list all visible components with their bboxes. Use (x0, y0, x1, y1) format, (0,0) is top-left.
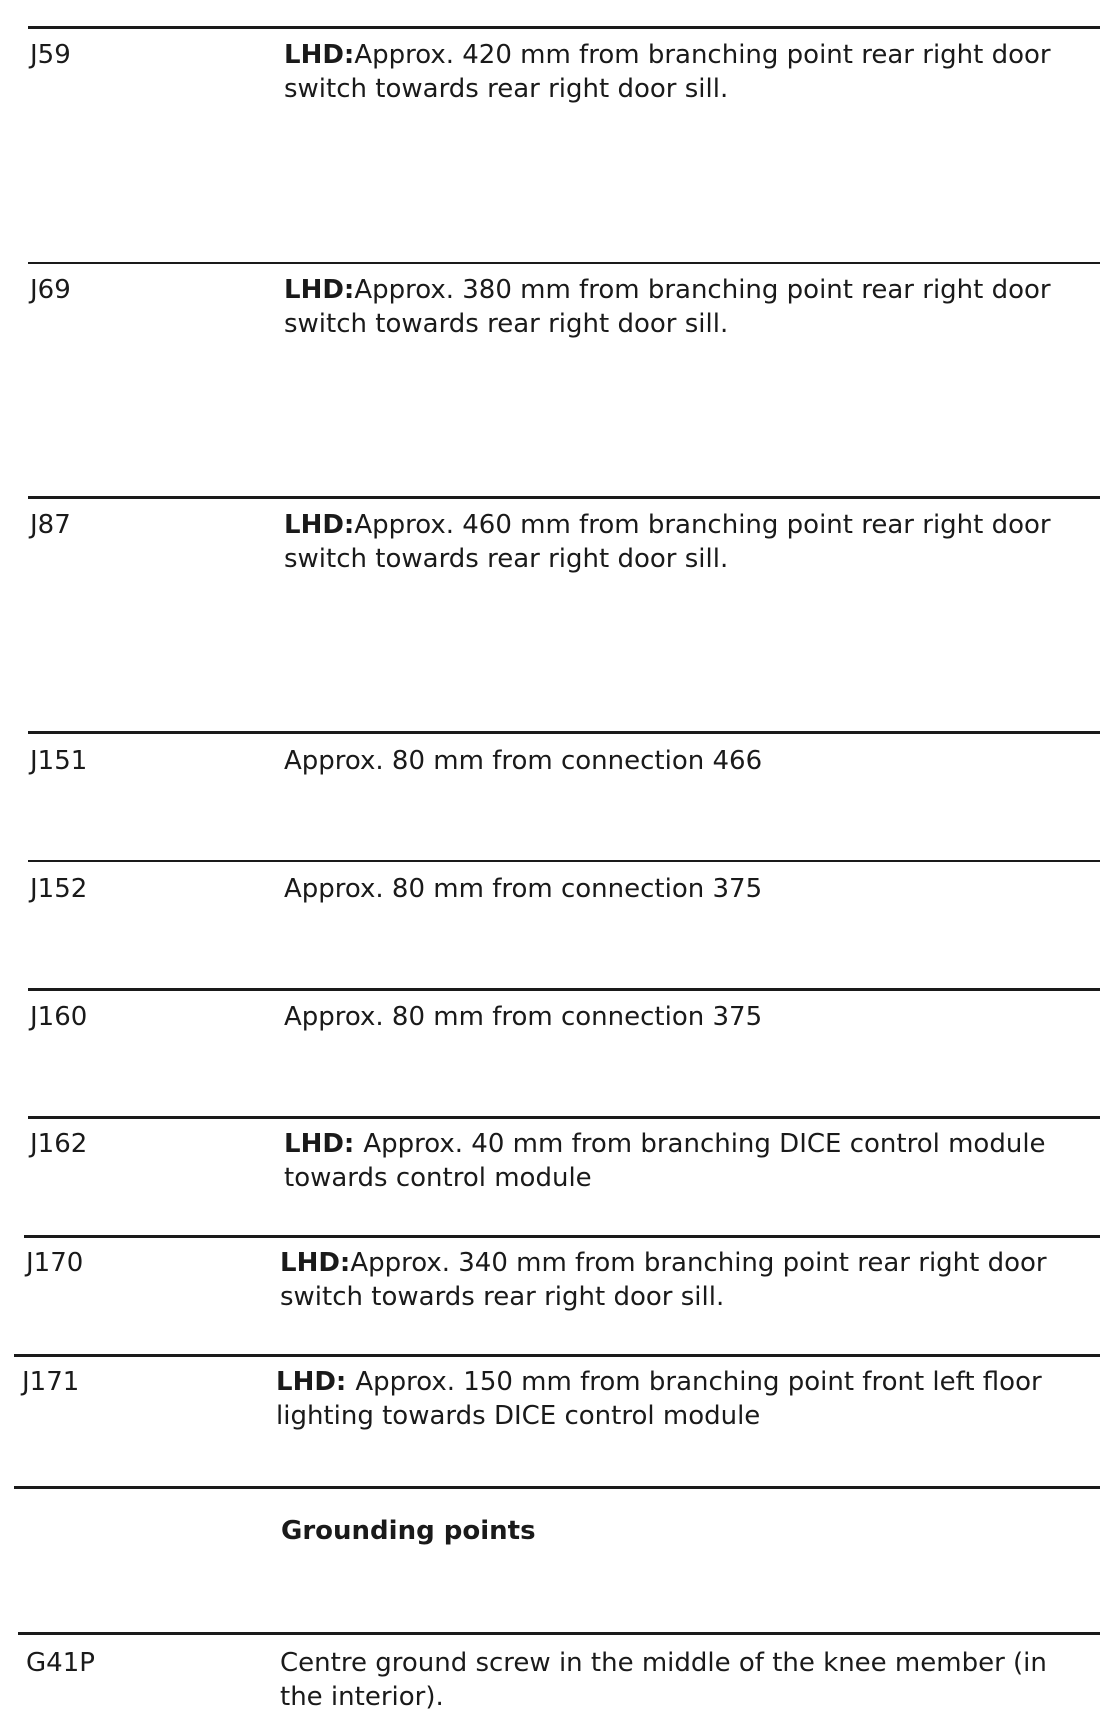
connector-code: J69 (30, 275, 71, 305)
ground-point-description: Centre ground screw in the middle of the knee member (in the interior). (280, 1648, 1047, 1712)
connector-code: J170 (26, 1248, 84, 1278)
description-text: Approx. 150 mm from branching point front left floor lighting towards DICE control module (276, 1367, 1042, 1431)
row-divider (28, 26, 1100, 29)
description-text: Approx. 80 mm from connection 375 (284, 1002, 763, 1032)
row-divider (14, 1354, 1100, 1357)
connector-code: J87 (30, 510, 71, 540)
connector-description (284, 872, 1054, 906)
row-divider (28, 860, 1100, 862)
row-divider (28, 988, 1100, 991)
connector-description (284, 1000, 1054, 1034)
description-text: Approx. 380 mm from branching point rear right door switch towards rear right door sill. (284, 275, 1051, 339)
lhd-prefix: LHD: (284, 510, 355, 540)
connector-description (280, 1246, 1050, 1314)
row-divider (18, 1632, 1100, 1635)
connector-description (284, 273, 1054, 341)
row-divider (28, 1116, 1100, 1119)
connector-description (284, 38, 1054, 106)
connector-code: J151 (30, 746, 88, 776)
description-text: Approx. 340 mm from branching point rear right door switch towards rear right door sill. (280, 1248, 1047, 1312)
description-text: Approx. 420 mm from branching point rear right door switch towards rear right door sill. (284, 40, 1051, 104)
section-heading: Grounding points (281, 1516, 536, 1546)
connector-code: J152 (30, 874, 88, 904)
lhd-prefix: LHD: (284, 275, 355, 305)
connector-code: J160 (30, 1002, 88, 1032)
row-divider (24, 1235, 1100, 1238)
row-divider (14, 1486, 1100, 1489)
connector-description (284, 1127, 1054, 1195)
connector-description (284, 744, 1054, 778)
row-divider (28, 731, 1100, 734)
lhd-prefix: LHD: (284, 40, 355, 70)
description-text: Approx. 80 mm from connection 466 (284, 746, 763, 776)
connector-code: J59 (30, 40, 71, 70)
lhd-prefix: LHD: (280, 1248, 351, 1278)
connector-description (276, 1365, 1046, 1433)
description-text: Approx. 40 mm from branching DICE control module towards control module (284, 1129, 1046, 1193)
row-divider (28, 262, 1100, 264)
ground-point-code: G41P (26, 1648, 95, 1678)
description-text: Approx. 460 mm from branching point rear right door switch towards rear right door sill. (284, 510, 1051, 574)
lhd-prefix: LHD: (284, 1129, 364, 1159)
connector-code: J171 (22, 1367, 80, 1397)
lhd-prefix: LHD: (276, 1367, 356, 1397)
description-text: Approx. 80 mm from connection 375 (284, 874, 763, 904)
row-divider (28, 496, 1100, 499)
connector-description (284, 508, 1054, 576)
connector-code: J162 (30, 1129, 88, 1159)
